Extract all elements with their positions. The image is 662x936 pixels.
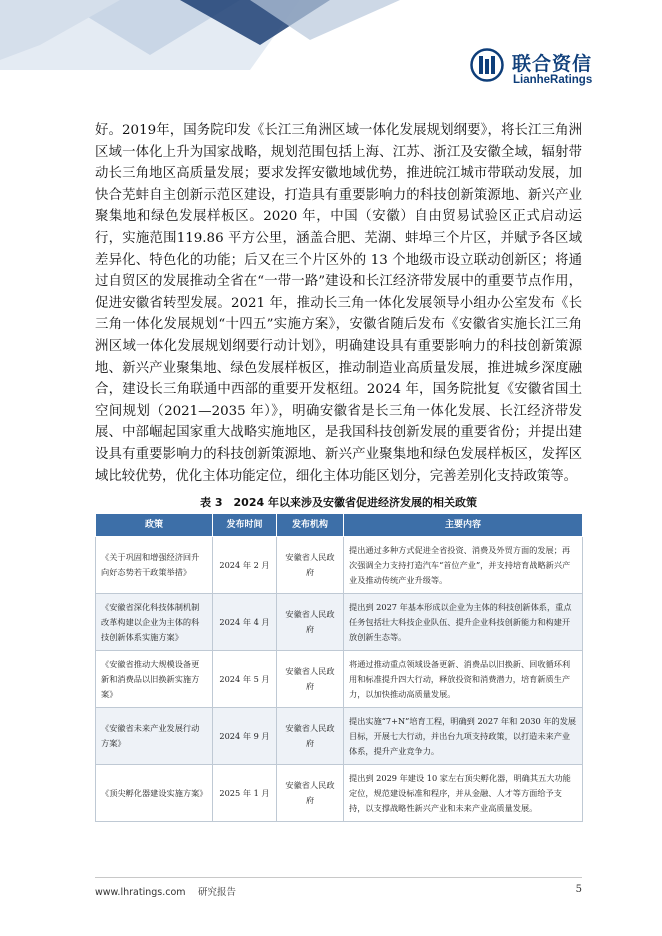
- cell-date: 2024 年 9 月: [213, 708, 277, 765]
- cell-date: 2024 年 4 月: [213, 594, 277, 651]
- table-row: [96, 594, 583, 651]
- cell-date: 2024 年 5 月: [213, 651, 277, 708]
- header-org: 发布机构: [277, 514, 344, 537]
- page-number: 5: [575, 884, 582, 895]
- cell-policy-name: 《安徽省推动大规模设备更新和消费品以旧换新实施方案》: [96, 651, 213, 708]
- cell-content: 提出实施“7+N”培育工程，明确到 2027 年和 2030 年的发展目标，开展七大行动，并出台九项支持政策，以打造未来产业体系，提升产业竞争力。: [344, 708, 583, 765]
- cell-org: 安徽省人民政府: [277, 651, 344, 708]
- cell-org: 安徽省人民政府: [277, 708, 344, 765]
- footer-site[interactable]: www.lhratings.com 研究报告: [95, 887, 237, 898]
- cell-org: 安徽省人民政府: [277, 537, 344, 594]
- cell-org: 安徽省人民政府: [277, 765, 344, 822]
- table-row: [96, 651, 583, 708]
- company-logo: [470, 48, 630, 90]
- cell-content: 提出到 2027 年基本形成以企业为主体的科技创新体系，重点任务包括壮大科技企业队伍、提升企业科技创新能力和构建开放创新生态等。: [344, 594, 583, 651]
- cell-date: 2024 年 2 月: [213, 537, 277, 594]
- table-header-row: [96, 514, 583, 537]
- table-row: [96, 765, 583, 822]
- cell-policy-name: 《关于巩固和增强经济回升向好态势若干政策举措》: [96, 537, 213, 594]
- cell-policy-name: 《安徽省未来产业发展行动方案》: [96, 708, 213, 765]
- table-row: [96, 537, 583, 594]
- logo-english-name: LianheRatings: [513, 74, 593, 86]
- logo-chinese-name: 联合资信: [512, 53, 593, 75]
- cell-policy-name: 《安徽省深化科技体制机制改革构建以企业为主体的科技创新体系实施方案》: [96, 594, 213, 651]
- cell-content: 将通过推动重点领域设备更新、消费品以旧换新、回收循环利用和标准提升四大行动，释放投资和消费潜力，培育新质生产力，以加快推动高质量发展。: [344, 651, 583, 708]
- logo-mark-icon: [470, 48, 504, 82]
- cell-org: 安徽省人民政府: [277, 594, 344, 651]
- table-row: [96, 708, 583, 765]
- header-decoration: [0, 0, 420, 70]
- body-paragraph: 好。2019年，国务院印发《长江三角洲区域一体化发展规划纲要》，将长江三角洲区域一体化上升为国家战略，规划范围包括上海、江苏、浙江及安徽全域，辐射带动长三角地区高质量发展；要求发挥安徽地域优势，推进皖江城市带联动发展，加快合芜蚌自主创新示范区建设，打造具有重要影响力的科技创新策源地、新兴产业聚集地和绿色发展样板区。2020 年，中国（安徽）自由贸易试验区正式启动运行，实施范围119.86 平方公里，涵盖合肥、芜湖、蚌埠三个片区，并赋予各区域差异化、特色化的功能；后又在三个片区外的 13 个地级市设立联动创新区；将通过自贸区的发展推动全省在“一带一路”建设和长江经济带发展中的重要节点作用，促进安徽省转型发展。2021 年，推动长三角一体化发展领导小组办公室发布《长三角一体化发展规划“十四五”实施方案》，安徽省随后发布《安徽省实施长江三角洲区域一体化发展规划纲要行动计划》，明确建设具有重要影响力的科技创新策源地、新兴产业聚集地、绿色发展样板区，推动制造业高质量发展，推进城乡深度融合，建设长三角联通中西部的重要开发枢纽。2024 年，国务院批复《安徽省国土空间规划（2021—2035 年）》，明确安徽省是长三角一体化发展、长江经济带发展、中部崛起国家重大战略实施地区，是我国科技创新发展的重要省份；并提出建设具有重要影响力的科技创新策源地、新兴产业聚集地和绿色发展样板区，发挥区域比较优势，优化主体功能定位，细化主体功能区划分，完善差别化支持政策等。: [95, 123, 582, 484]
- cell-content: 提出到 2029 年建设 10 家左右顶尖孵化器，明确其五大功能定位，规范建设标准和程序，并从金融、人才等方面给予支持，以支撑战略性新兴产业和未来产业高质量发展。: [344, 765, 583, 822]
- cell-policy-name: 《顶尖孵化器建设实施方案》: [96, 765, 213, 822]
- policy-table: [95, 513, 583, 822]
- header-date: 发布时间: [213, 514, 277, 537]
- body-text: [95, 120, 582, 487]
- header-content: 主要内容: [344, 514, 583, 537]
- cell-date: 2025 年 1 月: [213, 765, 277, 822]
- footer-divider: [95, 877, 582, 878]
- cell-content: 提出通过多种方式促进全省投资、消费及外贸方面的发展；再次强调全力支持打造汽车“首位产业”，并支持培育战略新兴产业及推动传统产业升级等。: [344, 537, 583, 594]
- table-caption: 表 3 2024 年以来涉及安徽省促进经济发展的相关政策: [200, 496, 477, 509]
- header-policy: 政策: [96, 514, 213, 537]
